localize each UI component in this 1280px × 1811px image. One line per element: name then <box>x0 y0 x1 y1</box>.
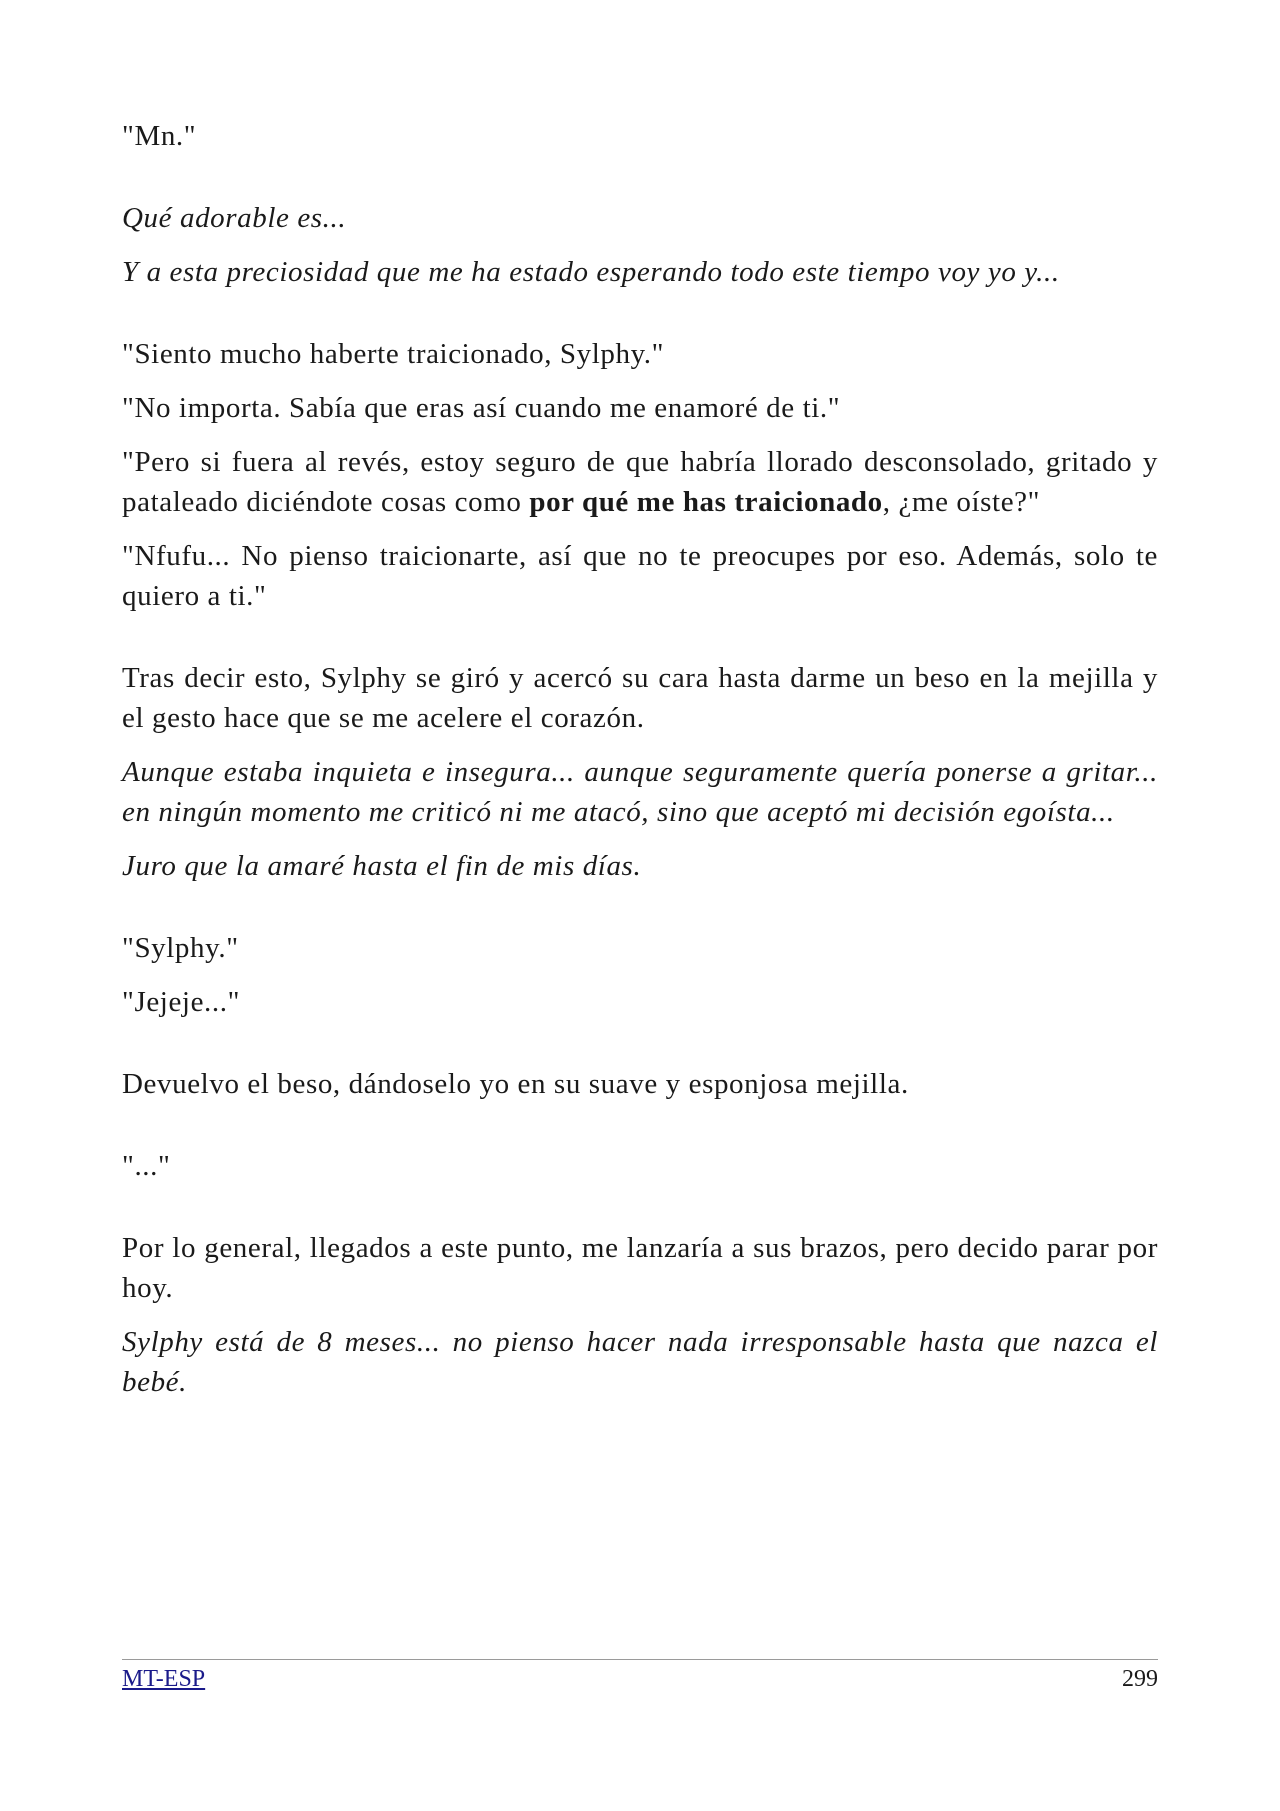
paragraph <box>122 1146 1158 1186</box>
paragraph-text: "Siento mucho haberte traicionado, Sylphy." <box>122 338 665 370</box>
paragraph-text: "Mn." <box>122 120 197 152</box>
paragraph <box>122 752 1158 832</box>
paragraph-text: "..." <box>122 1150 171 1182</box>
footer-source-link[interactable]: MT-ESP <box>122 1666 206 1692</box>
paragraph-text: "Nfufu... No pienso traicionarte, así que no te preocupes por eso. Además, solo te quiero a ti." <box>122 540 1158 612</box>
paragraph-text: "Jejeje..." <box>122 986 241 1018</box>
page-footer <box>122 1659 1158 1694</box>
paragraph <box>122 252 1158 292</box>
paragraph-text: "Sylphy." <box>122 932 239 964</box>
paragraph-text: Qué adorable es... <box>122 202 347 234</box>
paragraph <box>122 928 1158 968</box>
document-body <box>122 116 1158 1402</box>
paragraph <box>122 1322 1158 1402</box>
paragraph-text: Sylphy está de 8 meses... no pienso hacer nada irresponsable hasta que nazca el bebé. <box>122 1326 1158 1398</box>
paragraph-text: Juro que la amaré hasta el fin de mis días. <box>122 850 642 882</box>
paragraph <box>122 198 1158 238</box>
paragraph <box>122 536 1158 616</box>
paragraph-text: Devuelvo el beso, dándoselo yo en su suave y esponjosa mejilla. <box>122 1068 909 1100</box>
paragraph <box>122 846 1158 886</box>
paragraph-text-after: , ¿me oíste?" <box>882 486 1041 518</box>
paragraph-emphasis: por qué me has traicionado <box>529 486 883 518</box>
page-number: 299 <box>1122 1666 1158 1692</box>
paragraph <box>122 1228 1158 1308</box>
paragraph <box>122 982 1158 1022</box>
paragraph-text: Y a esta preciosidad que me ha estado esperando todo este tiempo voy yo y... <box>122 256 1060 288</box>
paragraph-text: Aunque estaba inquieta e insegura... aunque seguramente quería ponerse a gritar... en ningún momento me criticó ni me atacó, sino que aceptó mi decisión egoísta... <box>122 756 1158 828</box>
paragraph-text: "Pero si fuera al revés, estoy seguro de que habría llorado desconsolado, gritado y pataleado diciéndote cosas como <box>122 446 1158 518</box>
paragraph <box>122 442 1158 522</box>
paragraph <box>122 658 1158 738</box>
paragraph <box>122 334 1158 374</box>
paragraph <box>122 1064 1158 1104</box>
paragraph-text: "No importa. Sabía que eras así cuando me enamoré de ti." <box>122 392 841 424</box>
paragraph-text: Por lo general, llegados a este punto, me lanzaría a sus brazos, pero decido parar por hoy. <box>122 1232 1158 1304</box>
paragraph <box>122 388 1158 428</box>
paragraph <box>122 116 1158 156</box>
paragraph-text: Tras decir esto, Sylphy se giró y acercó su cara hasta darme un beso en la mejilla y el gesto hace que se me acelere el corazón. <box>122 662 1158 734</box>
